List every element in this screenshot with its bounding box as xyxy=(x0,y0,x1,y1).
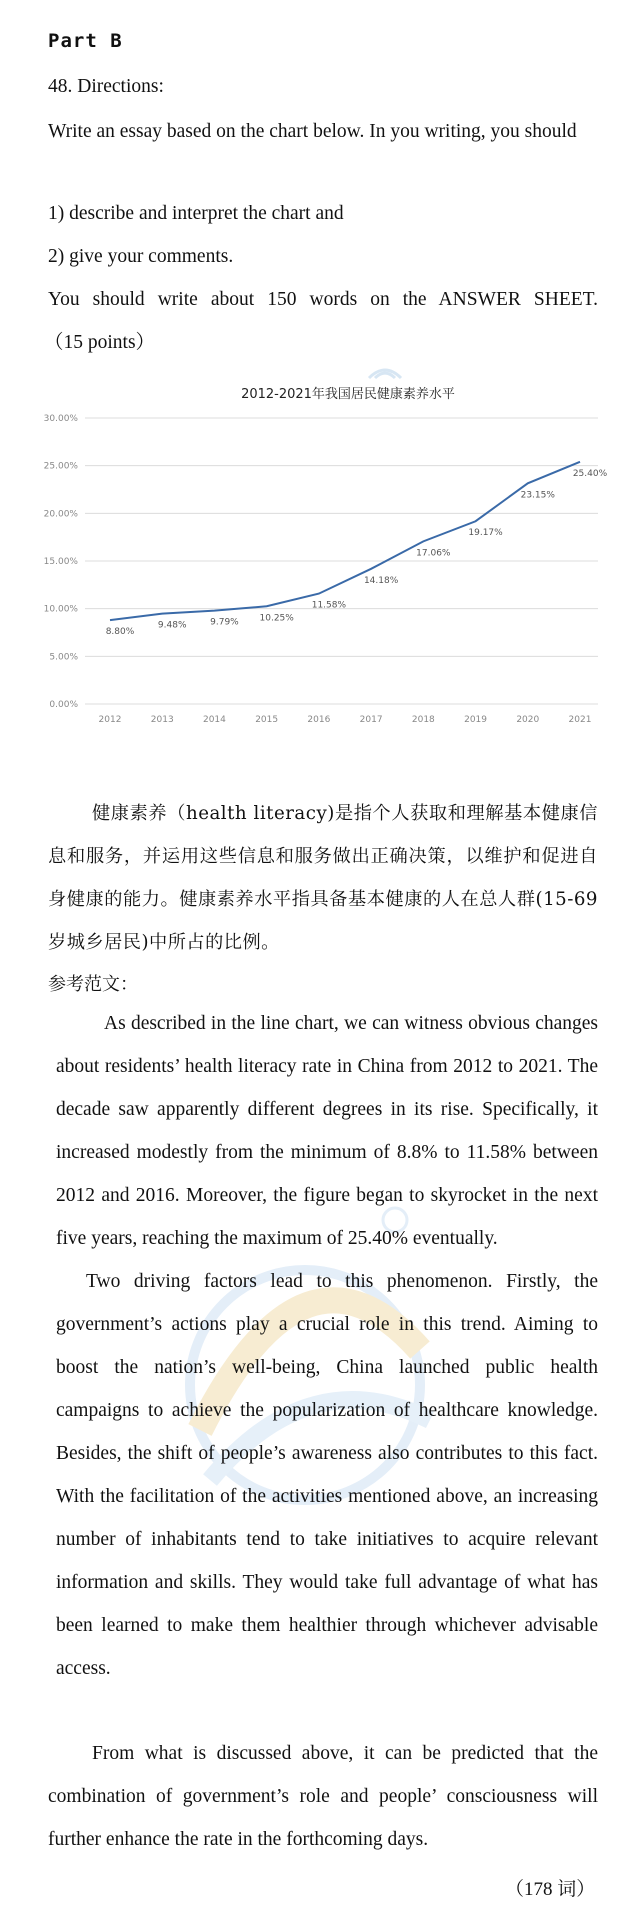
x-tick-label: 2012 xyxy=(98,715,122,725)
y-tick-label: 5.00% xyxy=(49,652,78,663)
line-chart xyxy=(0,360,640,740)
data-label: 23.15% xyxy=(520,490,555,501)
chart-title: 2012-2021年我国居民健康素养水平 xyxy=(241,387,455,402)
essay-paragraph-1: As described in the line chart, we can witness obvious changes about residents’ health literacy rate in China from 2012 to 2021. The decade saw apparently different degrees in its rise. Specifically, it increased modestly from the minimum of 8.8% to 11.58% between 2012 and 2016. Moreover, the figure began to skyrocket in the next five years, reaching the maximum of 25.40% eventually. xyxy=(56,1013,598,1249)
x-tick-label: 2017 xyxy=(359,715,383,725)
x-tick-label: 2016 xyxy=(307,715,331,725)
x-tick-label: 2018 xyxy=(411,715,435,725)
x-tick-label: 2015 xyxy=(255,715,279,725)
data-label: 19.17% xyxy=(468,528,503,539)
definition-text: 健康素养（health literacy)是指个人获取和理解基本健康信息和服务，并运用这些信息和服务做出正确决策，以维护和促进自身健康的能力。健康素养水平指具备基本健康的人在总人群(15-69 岁城乡居民)中所占的比例。 xyxy=(48,803,598,953)
data-label: 11.58% xyxy=(311,600,347,611)
y-tick-label: 25.00% xyxy=(43,461,78,472)
data-label: 25.40% xyxy=(572,468,608,479)
essay-paragraph-2: Two driving factors lead to this phenomenon. Firstly, the government’s actions play a crucial role in this trend. Aiming to boost the nation’s well-being, China launched public health campaigns to achieve the popularization of healthcare knowledge. Besides, the shift of people’s awareness also contributes to this fact. With the facilitation of the activities mentioned above, an increasing number of inhabitants tend to take initiatives to acquire relevant information and skills. They would take full advantage of what has been learned to make them healthier through whichever advisable access. xyxy=(56,1271,598,1679)
x-axis-ticks xyxy=(99,715,592,725)
sample-label: 参考范文： xyxy=(48,974,138,995)
part-heading: Part B xyxy=(48,30,123,52)
essay-body xyxy=(56,1002,598,1690)
directions-requirement: You should write about 150 words on the ANSWER SHEET. xyxy=(48,289,598,310)
x-tick-label: 2019 xyxy=(464,715,488,725)
data-label: 17.06% xyxy=(416,548,451,559)
directions-points: （15 points） xyxy=(44,332,156,353)
directions-item-2: 2) give your comments. xyxy=(48,246,234,267)
x-tick-label: 2014 xyxy=(202,715,226,725)
y-tick-label: 15.00% xyxy=(43,557,78,567)
x-tick-label: 2020 xyxy=(516,715,540,725)
y-tick-label: 10.00% xyxy=(43,604,78,615)
data-label: 10.25% xyxy=(259,613,294,624)
question-number: 48. Directions: xyxy=(48,76,164,97)
data-label: 9.79% xyxy=(210,617,239,628)
y-tick-label: 30.00% xyxy=(43,414,78,424)
y-tick-label: 0.00% xyxy=(49,700,78,710)
series-line xyxy=(110,462,580,620)
data-label: 14.18% xyxy=(363,575,399,586)
essay-paragraph-3: From what is discussed above, it can be predicted that the combination of government’s role and people’ consciousness will further enhance the rate in the forthcoming days. xyxy=(48,1743,598,1850)
x-tick-label: 2021 xyxy=(568,715,592,725)
x-tick-label: 2013 xyxy=(150,715,174,725)
directions-item-1: 1) describe and interpret the chart and xyxy=(48,203,344,224)
data-label: 9.48% xyxy=(157,620,187,631)
chart-gridlines xyxy=(85,418,598,704)
y-axis-ticks xyxy=(44,414,79,710)
y-tick-label: 20.00% xyxy=(43,509,78,520)
directions-intro: Write an essay based on the chart below. In you writing, you should xyxy=(48,121,577,142)
word-count: （178 词） xyxy=(505,1879,596,1900)
data-label: 8.80% xyxy=(105,627,135,638)
